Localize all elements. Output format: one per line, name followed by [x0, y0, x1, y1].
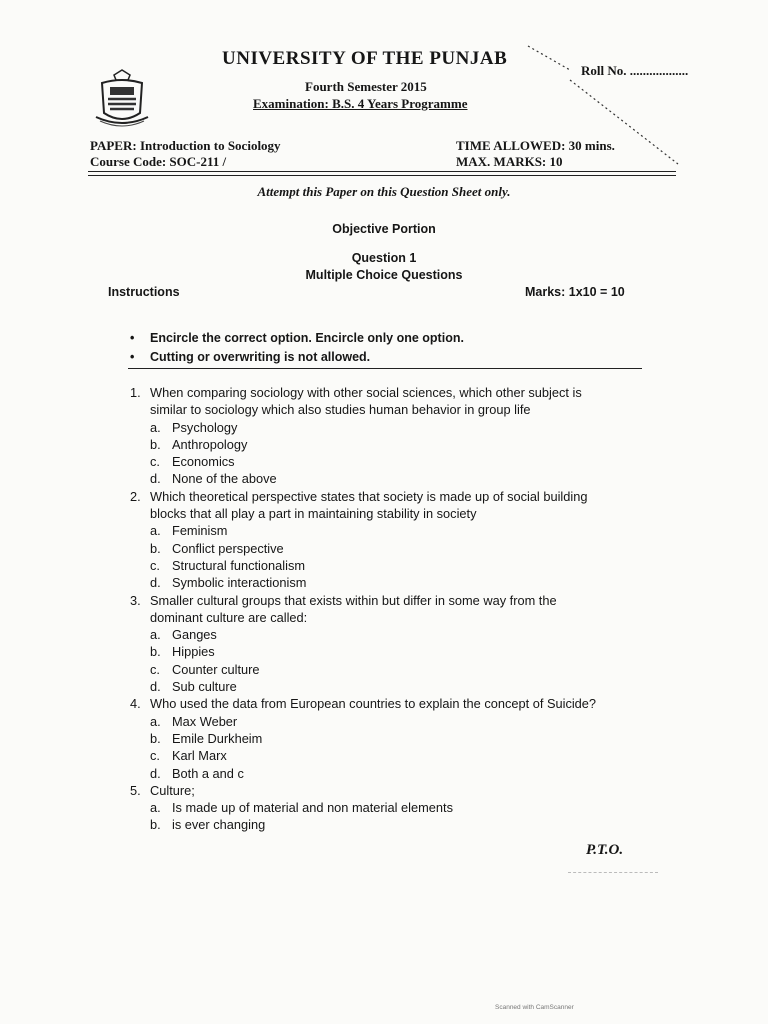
decorative-dashes — [568, 872, 658, 873]
university-crest-icon — [92, 67, 152, 129]
semester-label: Fourth Semester 2015 — [305, 79, 427, 94]
question-item: 2. Which theoretical perspective states that society is made up of social building blocks that all play a part in maintaining stability in society a. Feminism b. Conflict perspective c. Structural functionalism d. Symbolic interactionism — [0, 488, 768, 592]
paper-title: PAPER: Introduction to Sociology — [90, 138, 281, 153]
examination-label: Examination: B.S. 4 Years Programme — [253, 96, 468, 111]
option-item[interactable]: c. Counter culture — [150, 661, 260, 677]
option-item[interactable]: a. Feminism — [150, 523, 228, 539]
option-item[interactable]: b. is ever changing — [150, 817, 266, 833]
university-title: UNIVERSITY OF THE PUNJAB — [222, 48, 508, 69]
bullet-icon: • — [130, 350, 135, 364]
section-marks: Marks: 1x10 = 10 — [525, 285, 625, 299]
question-text: blocks that all play a part in maintaining stability in society — [150, 506, 477, 522]
option-item[interactable]: d. Symbolic interactionism — [150, 575, 307, 591]
scanner-watermark: Scanned with CamScanner — [495, 1004, 574, 1011]
instruction-bullet: • Cutting or overwriting is not allowed. — [130, 350, 371, 364]
portion-title: Objective Portion — [332, 222, 436, 236]
question-text: dominant culture are called: — [150, 609, 308, 625]
instructions-label: Instructions — [108, 285, 180, 299]
question-item: 1. When comparing sociology with other social sciences, which other subject is similar to sociology which also studies human behavior in group life a. Psychology b. Anthropology c. Economics d. None of the above — [0, 384, 768, 488]
max-marks: MAX. MARKS: 10 — [456, 154, 563, 169]
question-text: When comparing sociology with other social sciences, which other subject is — [150, 385, 582, 400]
option-item[interactable]: b. Emile Durkheim — [150, 730, 263, 746]
roll-number-field: Roll No. .................. — [581, 63, 689, 78]
option-item[interactable]: b. Hippies — [150, 644, 215, 660]
option-item[interactable]: b. Anthropology — [150, 436, 248, 452]
page-turn-note: P.T.O. — [586, 842, 624, 858]
question-text: similar to sociology which also studies human behavior in group life — [150, 402, 531, 418]
option-item[interactable]: a. Max Weber — [150, 713, 238, 729]
instruction-bullet: • Encircle the correct option. Encircle only one option. — [130, 331, 464, 345]
question-text: Who used the data from European countries to explain the concept of Suicide? — [150, 696, 597, 712]
header-divider-bottom — [88, 175, 676, 176]
option-item[interactable]: a. Ganges — [150, 627, 217, 643]
question-text: Culture; — [150, 782, 195, 798]
option-item[interactable]: c. Economics — [150, 454, 235, 470]
question-text: Smaller cultural groups that exists within but differ in some way from the — [150, 592, 557, 608]
instructions-divider — [128, 368, 642, 369]
option-item[interactable]: c. Structural functionalism — [150, 557, 305, 573]
option-item[interactable]: a. Is made up of material and non material elements — [150, 800, 453, 816]
option-item[interactable]: c. Karl Marx — [150, 748, 227, 764]
question-list — [0, 384, 768, 834]
time-allowed: TIME ALLOWED: 30 mins. — [456, 138, 615, 153]
question-item: 4. Who used the data from European countries to explain the concept of Suicide? a. Max Weber b. Emile Durkheim c. Karl Marx d. Both a and c — [0, 695, 768, 781]
header-divider-top — [88, 171, 676, 172]
question-subtitle: Multiple Choice Questions — [305, 268, 463, 282]
question-text: Which theoretical perspective states that society is made up of social building — [150, 488, 588, 504]
option-item[interactable]: d. Both a and c — [150, 765, 244, 781]
question-item: 5. Culture; a. Is made up of material and non material elements b. is ever changing — [0, 782, 768, 834]
attempt-note: Attempt this Paper on this Question Sheet only. — [257, 184, 511, 199]
question-title: Question 1 — [351, 251, 417, 265]
option-item[interactable]: d. None of the above — [150, 471, 277, 487]
option-item[interactable]: b. Conflict perspective — [150, 540, 284, 556]
question-item: 3. Smaller cultural groups that exists within but differ in some way from the dominant culture are called: a. Ganges b. Hippies c. Counter culture d. Sub culture — [0, 592, 768, 696]
option-item[interactable]: d. Sub culture — [150, 679, 237, 695]
bullet-icon: • — [130, 331, 135, 345]
course-code: Course Code: SOC-211 / — [90, 154, 227, 169]
option-item[interactable]: a. Psychology — [150, 419, 238, 435]
